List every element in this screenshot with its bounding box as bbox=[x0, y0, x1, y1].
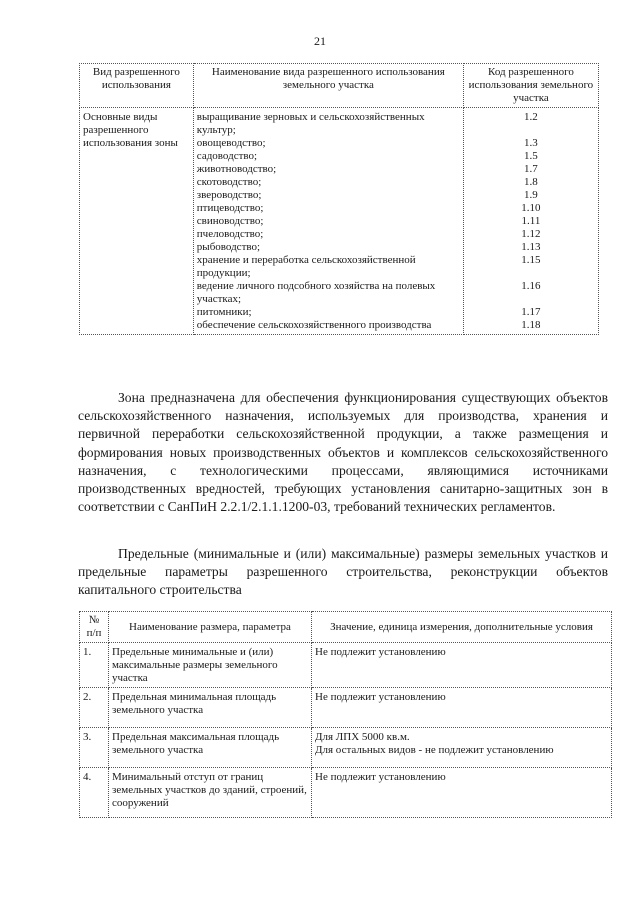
header-number: № п/п bbox=[80, 612, 109, 643]
row-number: 2. bbox=[80, 688, 109, 728]
parameter-value-line: Для остальных видов - не подлежит установлению bbox=[315, 744, 554, 756]
parameter-value bbox=[312, 728, 612, 768]
parameters-table bbox=[79, 611, 612, 818]
use-code-item: 1.13 bbox=[521, 241, 541, 253]
table-header-row bbox=[80, 64, 599, 108]
header-value: Значение, единица измерения, дополнительные условия bbox=[312, 612, 612, 643]
use-code-list bbox=[467, 111, 595, 332]
use-name-item: обеспечение сельскохозяйственного производства bbox=[196, 319, 432, 331]
header-use-type: Вид разрешенного использования bbox=[80, 64, 194, 108]
parameter-value bbox=[312, 688, 612, 728]
parameter-value bbox=[312, 768, 612, 818]
page-number: 21 bbox=[314, 34, 326, 48]
use-code-item: 1.15 bbox=[521, 254, 541, 266]
use-name-item: скотоводство; bbox=[196, 176, 262, 188]
parameter-name: Предельная максимальная площадь земельного участка bbox=[109, 728, 312, 768]
header-use-code: Код разрешенного использования земельного участка bbox=[463, 64, 598, 108]
use-code-item: 1.17 bbox=[521, 306, 541, 318]
table-row bbox=[80, 728, 612, 768]
use-name-item: хранение и переработка сельскохозяйственной продукции; bbox=[196, 254, 416, 279]
use-code-item: 1.7 bbox=[524, 163, 538, 175]
use-name-item: питомники; bbox=[196, 306, 252, 318]
use-name-list bbox=[197, 111, 460, 332]
use-name-item: животноводство; bbox=[196, 163, 277, 175]
parameter-value-line: Не подлежит установлению bbox=[315, 771, 446, 783]
parameter-name: Предельная минимальная площадь земельного участка bbox=[109, 688, 312, 728]
header-use-name: Наименование вида разрешенного использования земельного участка bbox=[193, 64, 463, 108]
row-number: 3. bbox=[80, 728, 109, 768]
row-number: 4. bbox=[80, 768, 109, 818]
use-code-item: 1.16 bbox=[521, 280, 541, 292]
use-code-item: 1.11 bbox=[521, 215, 541, 227]
parameter-name: Минимальный отступ от границ земельных участков до зданий, строений, сооружений bbox=[109, 768, 312, 818]
parameter-value-line: Для ЛПХ 5000 кв.м. bbox=[315, 731, 410, 743]
use-name-item: птицеводство; bbox=[196, 202, 264, 214]
use-code-cell bbox=[463, 108, 598, 335]
use-code-item: 1.10 bbox=[521, 202, 541, 214]
table-row bbox=[80, 688, 612, 728]
use-name-item: овощеводство; bbox=[196, 137, 266, 149]
use-code-item: 1.18 bbox=[521, 319, 541, 331]
permitted-use-table bbox=[79, 63, 599, 335]
use-code-item: 1.2 bbox=[524, 111, 538, 123]
use-code-item: 1.8 bbox=[524, 176, 538, 188]
parameter-value bbox=[312, 643, 612, 688]
use-name-cell bbox=[193, 108, 463, 335]
use-code-item: 1.12 bbox=[521, 228, 541, 240]
parameter-value-line: Не подлежит установлению bbox=[315, 646, 446, 658]
table-row bbox=[80, 108, 599, 335]
table-header-row bbox=[80, 612, 612, 643]
table-row bbox=[80, 768, 612, 818]
row-number: 1. bbox=[80, 643, 109, 688]
use-code-item: 1.5 bbox=[524, 150, 538, 162]
use-name-item: звероводство; bbox=[196, 189, 262, 201]
zone-description-paragraph: Зона предназначена для обеспечения функционирования существующих объектов сельскохозяйственного назначения, используемых для производства, хранения и первичной переработки сельскохозяйственной продукции, а также размещения и формирования новых производственных объектов и комплексов сельскохозяйственного назначения, с технологическими процессами, являющимися источниками производственных вредностей, требующих установления санитарно-защитных зон в соответствии с СанПиН 2.2.1/2.1.1.1200-03, требований технических регламентов. bbox=[78, 390, 608, 515]
use-name-item: свиноводство; bbox=[196, 215, 264, 227]
use-name-item: пчеловодство; bbox=[196, 228, 264, 240]
parameter-name: Предельные минимальные и (или) максимальные размеры земельного участка bbox=[109, 643, 312, 688]
use-code-item: 1.3 bbox=[524, 137, 538, 149]
use-name-item: рыбоводство; bbox=[196, 241, 261, 253]
header-parameter: Наименование размера, параметра bbox=[109, 612, 312, 643]
use-code-item: 1.9 bbox=[524, 189, 538, 201]
limits-intro-paragraph: Предельные (минимальные и (или) максимальные) размеры земельных участков и предельные параметры разрешенного строительства, реконструкции объектов капитального строительства bbox=[78, 546, 608, 598]
table-row bbox=[80, 643, 612, 688]
use-name-item: ведение личного подсобного хозяйства на полевых участках; bbox=[196, 280, 436, 305]
use-name-item: садоводство; bbox=[196, 150, 258, 162]
parameter-value-line: Не подлежит установлению bbox=[315, 691, 446, 703]
use-name-item: выращивание зерновых и сельскохозяйственных культур; bbox=[196, 111, 425, 136]
parameters-table-body bbox=[80, 643, 612, 818]
use-category: Основные виды разрешенного использования зоны bbox=[80, 108, 194, 335]
